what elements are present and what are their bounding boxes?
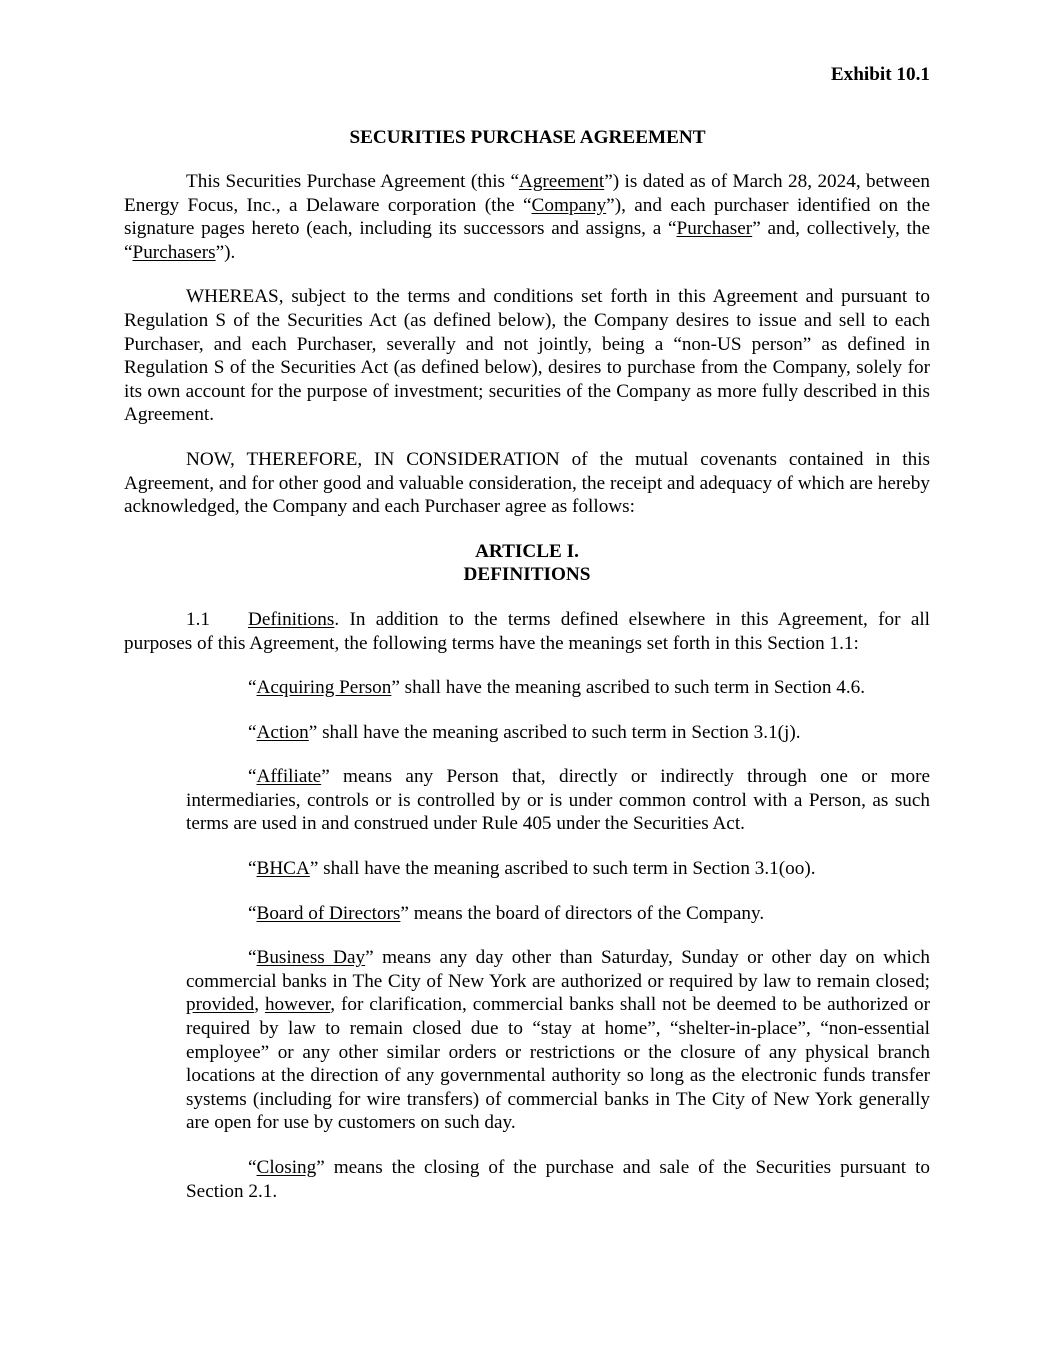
defined-term-purchasers: Purchasers — [132, 241, 216, 263]
definition-affiliate: “Affiliate” means any Person that, directly or indirectly through one or more intermediaries, controls or is controlled by or is under common control with a Person, as such terms are used in and construed under Rule 405 under the Securities Act. — [186, 766, 930, 835]
definition-business-day: “Business Day” means any day other than Saturday, Sunday or other day on which commercial banks in The City of New York are authorized or required by law to remain closed; provided, however, for clarification, commercial banks shall not be deemed to be authorized or required by law to remain closed due to “stay at home”, “shelter-in-place”, “non-essential employee” or any other similar orders or restrictions or the closure of any physical branch locations at the direction of any governmental authority so long as the electronic funds transfer systems (including for wire transfers) of commercial banks in The City of New York generally are open for use by customers on such day. — [186, 947, 930, 1134]
proviso-term-provided: provided — [186, 994, 255, 1016]
defined-term-company: Company — [531, 194, 607, 216]
section-1-1-paragraph — [124, 608, 930, 655]
section-text: . In addition to the terms defined elsewhere in this Agreement, for all purposes of this Agreement, the following terms have the meanings set forth in this Section 1.1: — [124, 608, 930, 654]
definition-text: , for clarification, commercial banks shall not be deemed to be authorized or required by law to remain closed due to “stay at home”, “shelter-in-place”, “non-essential employee” or any other similar orders or restrictions or the closure of any physical branch locations at the direction of any governmental authority so long as the electronic funds transfer systems (including for wire transfers) of commercial banks in The City of New York generally are open for use by customers on such day. — [186, 994, 930, 1134]
definition-term: Action — [256, 721, 309, 743]
exhibit-label: Exhibit 10.1 — [830, 64, 930, 85]
preamble-text: ” and, collectively, the “ — [124, 218, 930, 263]
definition-closing: “Closing” means the closing of the purchase and sale of the Securities pursuant to Section 2.1. — [186, 1157, 930, 1202]
whereas-paragraph: WHEREAS, subject to the terms and conditions set forth in this Agreement and pursuant to Regulation S of the Securities Act (as defined below), the Company desires to issue and sell to each Purchaser, and each Purchaser, severally and not jointly, being a “non-US person” as defined in Regulation S of the Securities Act (as defined below), desires to purchase from the Company, solely for its own account for the purpose of investment; securities of the Company as more fully described in this Agreement. — [124, 286, 930, 426]
definition-text: ” means the closing of the purchase and sale of the Securities pursuant to Section 2.1. — [186, 1157, 930, 1202]
definition-text: , — [254, 994, 265, 1016]
document-title: SECURITIES PURCHASE AGREEMENT — [349, 127, 706, 148]
definition-term: Affiliate — [256, 766, 322, 788]
definition-term: Business Day — [256, 947, 366, 969]
definition-text: ” shall have the meaning ascribed to such term in Section 3.1(oo). — [309, 858, 816, 880]
definition-term: BHCA — [256, 858, 310, 880]
article-number: ARTICLE I. — [475, 540, 579, 562]
proviso-term-however: however — [264, 994, 331, 1016]
preamble-text: ”). — [215, 241, 236, 263]
definition-acquiring-person: “Acquiring Person” shall have the meaning ascribed to such term in Section 4.6. — [248, 677, 866, 699]
definition-board-of-directors: “Board of Directors” means the board of directors of the Company. — [248, 902, 765, 924]
definition-text: ” shall have the meaning ascribed to such term in Section 3.1(j). — [308, 721, 801, 743]
preamble-text: ”) is dated as of March 28, 2024, between Energy Focus, Inc., a Delaware corporation (the “ — [124, 171, 930, 216]
section-number: 1.1 — [186, 608, 210, 630]
definition-text: ” means any Person that, directly or indirectly through one or more intermediaries, controls or is controlled by or is under common control with a Person, as such terms are used in and construed under Rule 405 under the Securities Act. — [186, 766, 930, 835]
definition-text: ” shall have the meaning ascribed to such term in Section 4.6. — [391, 677, 866, 699]
article-heading — [124, 540, 930, 587]
preamble-paragraph — [124, 170, 930, 264]
definition-text: ” means any day other than Saturday, Sunday or other day on which commercial banks in The City of New York are authorized or required by law to remain closed; — [186, 947, 930, 992]
preamble-text: This Securities Purchase Agreement (this “ — [186, 171, 519, 192]
definition-term: Board of Directors — [256, 902, 401, 924]
definition-action: “Action” shall have the meaning ascribed to such term in Section 3.1(j). — [248, 721, 801, 743]
definition-bhca: “BHCA” shall have the meaning ascribed to such term in Section 3.1(oo). — [248, 858, 816, 880]
definition-term: Acquiring Person — [256, 677, 392, 699]
section-heading: Definitions — [248, 608, 335, 630]
defined-term-purchaser: Purchaser — [676, 218, 753, 240]
now-therefore-paragraph: NOW, THEREFORE, IN CONSIDERATION of the mutual covenants contained in this Agreement, and for other good and valuable consideration, the receipt and adequacy of which are hereby acknowledged, the Company and each Purchaser agree as follows: — [124, 448, 930, 518]
article-title: DEFINITIONS — [463, 564, 591, 586]
definition-term: Closing — [256, 1157, 317, 1178]
definition-text: ” means the board of directors of the Company. — [400, 902, 765, 924]
defined-term-agreement: Agreement — [518, 171, 605, 192]
document-body — [124, 170, 930, 1203]
preamble-text: ”), and each purchaser identified on the signature pages hereto (each, including its successors and assigns, a “ — [124, 194, 930, 240]
